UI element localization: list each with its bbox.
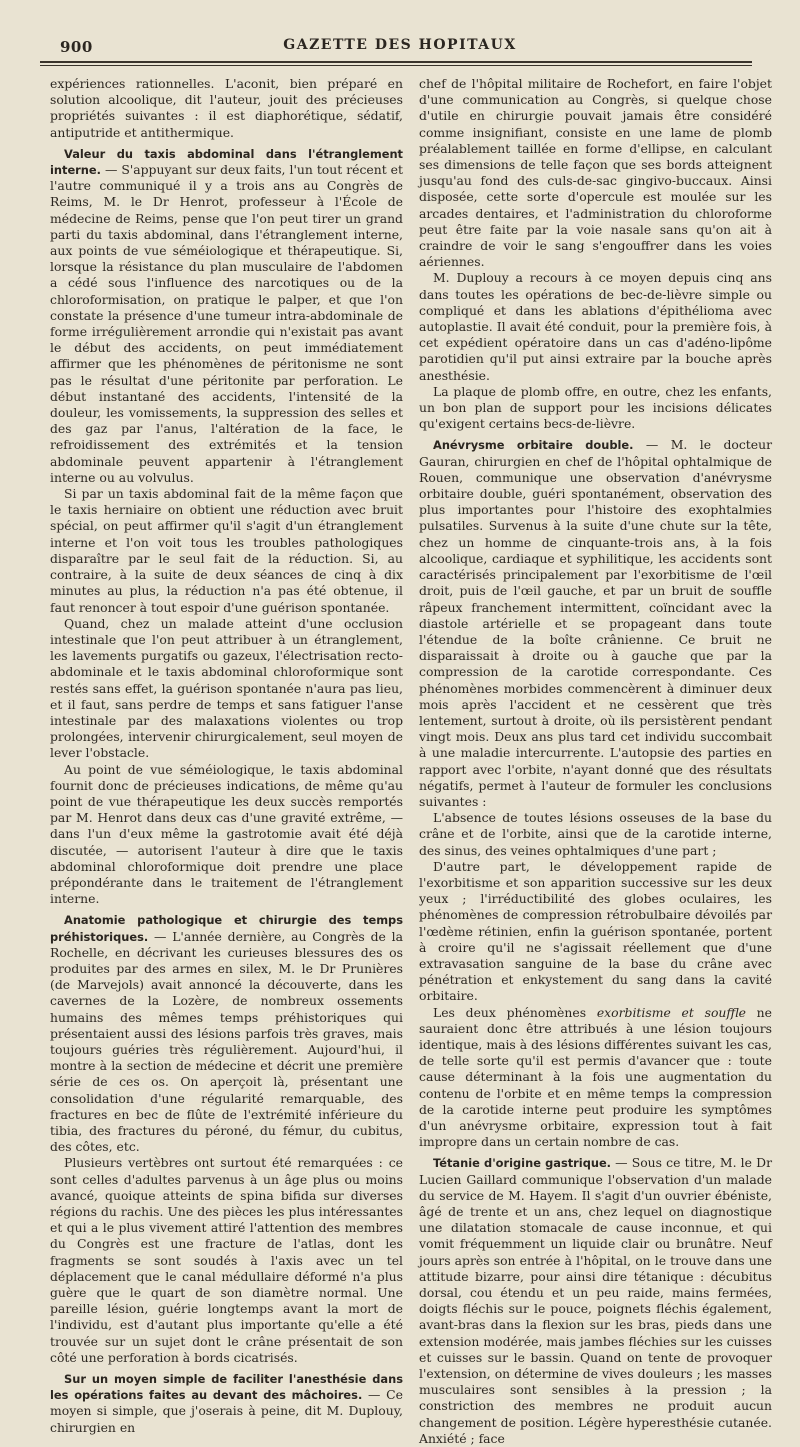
right-column [419, 76, 772, 1447]
paragraph: D'autre part, le développement rapide de l'exorbitisme et son apparition successive sur les deux yeux ; l'irréductibilité des globes oculaires, les phénomènes de compression rétrobulbaire dévoilés par l'œdème rétinien, enfin la guérison spontanée, portent à croire qu'il ne s'agissait réellement que d'une extravasation sanguine de la base du crâne avec pénétration et enkystement du sang dans la cavité orbitaire. [419, 858, 772, 1004]
text-run: Les deux phénomènes [433, 1004, 597, 1020]
paragraph: Si par un taxis abdominal fait de la même façon que le taxis herniaire on obtient une réduction avec bruit spécial, on peut affirmer qu'il s'agit d'un étranglement interne et l'on voit tous les troubles pathologiques disparaître par le seul fait de la réduction. Si, au contraire, à la suite de deux séances de cinq à dix minutes au plus, la réduction n'a pas été obtenue, il faut renoncer à tout espoir d'une guérison spontanée. [50, 486, 403, 615]
article-anatomie-pathologique [50, 912, 403, 1155]
paragraph: Quand, chez un malade atteint d'une occlusion intestinale que l'on peut attribuer à un étranglement, les lavements purgatifs ou gazeux, l'électrisation recto-abdominale et le taxis abdominal chloroformique sont restés sans effet, la guérison spontanée n'aura pas lieu, et il faut, sans perdre de temps et sans fatiguer l'anse intestinale par des malaxations violentes ou trop prolongées, intervenir chirurgicalement, seul moyen de lever l'obstacle. [50, 615, 403, 761]
article-text: — Sous ce titre, M. le Dr Lucien Gaillard communique l'observation d'un malade du service de M. Hayem. Il s'agit d'un ouvrier ébéniste, âgé de trente et un ans, chez lequel on diagnostique une dilatation stomacale de cause inconnue, et qui vomit fréquemment un liquide clair ou brunâtre. Neuf jours après son entrée à l'hôpital, on le trouve dans une attitude bizarre, pour ainsi dire tétanique : décubitus dorsal, cou étendu et un peu raide, mains fermées, doigts fléchis sur le pouce, poignets fléchis également, avant-bras dans la flexion sur les bras, pieds dans une extension modérée, mais jambes fléchies sur les cuisses et cuisses sur le bassin. Quand on tente de provoquer l'extension, on détermine de vives douleurs ; les masses musculaires sont sensibles à la pression ; la constriction des membres ne produit aucun changement de position. Légère hyperesthésie cutanée. Anxiété ; face [419, 1155, 772, 1446]
article-text: — M. le docteur Gauran, chirurgien en chef de l'hôpital ophtalmique de Rouen, communique une observation d'anévrysme orbitaire double, guéri spontanément, observation des plus importantes pour l'histoire des exophtalmies pulsatiles. Survenus à la suite d'une chute sur la tête, chez un homme de cinquante-trois ans, à la fois alcoolique, cardiaque et syphilitique, les accidents sont caractérisés principalement par l'exorbitisme de l'œil droit, puis de l'œil gauche, et par un bruit de souffle râpeux franchement intermittent, coïncidant avec la diastole artérielle et se propageant dans toute l'étendue de la boîte crânienne. Ce bruit ne disparaissait à droite ou à gauche que par la compression de la carotide correspondante. Ces phénomènes morbides commencèrent à diminuer deux mois après l'accident et ne cessèrent que très lentement, surtout à droite, où ils persistèrent pendant vingt mois. Deux ans plus tard cet individu succombait à une maladie intercurrente. L'autopsie des parties en rapport avec l'orbite, n'ayant donné que des résultats négatifs, permet à l'auteur de formuler les conclusions suivantes : [419, 437, 772, 809]
text-run: ne sauraient donc être attribués à une lésion toujours identique, mais à des lésions différentes suivant les cas, de telle sorte qu'il est permis d'avancer que : toute cause déterminant à la fois une augmentation du contenu de l'orbite et en même temps la compression de la carotide interne peut produire les symptômes d'un anévrysme orbitaire, expression tout à fait impropre dans un certain nombre de cas. [419, 1004, 772, 1150]
paragraph: La plaque de plomb offre, en outre, chez les enfants, un bon plan de support pour les incisions délicates qu'exigent certains becs-de-lièvre. [419, 383, 772, 432]
article-text: — Ce moyen si simple, que j'oserais à peine, dit M. Duplouy, chirurgien en [50, 1387, 403, 1435]
paragraph: Au point de vue séméiologique, le taxis abdominal fournit donc de précieuses indications, de même qu'au point de vue thérapeutique les deux succès remportés par M. Henrot dans deux cas d'une gravité extrême, — dans l'un d'eux même la gastrotomie avait été déjà discutée, — autorisent l'auteur à dire que le taxis abdominal chloroformique doit prendre une place prépondérante dans le traitement de l'étranglement interne. [50, 761, 403, 907]
page-header [40, 36, 760, 58]
italic-text: exorbitisme et souffle [596, 1004, 746, 1020]
article-anesthesie [50, 1371, 403, 1436]
article-text: — S'appuyant sur deux faits, l'un tout récent et l'autre communiqué il y a trois ans au Congrès de Reims, M. le Dr Henrot, professeur à l'École de médecine de Reims, pense que l'on peut tirer un grand parti du taxis abdominal, dans l'étranglement interne, aux points de vue séméiologique et thérapeutique. Si, lorsque la résistance du plan musculaire de l'abdomen a cédé sous l'influence des narcotiques ou de la chloroformisation, on pratique le palper, et que l'on constate la présence d'une tumeur intra-abdominale de forme irrégulièrement arrondie qui n'existait pas avant le début des accidents, on peut immédiatement affirmer que les phénomènes de péritonisme ne sont pas le résultat d'une péritonite par perforation. Le début instantané des accidents, l'intensité de la douleur, les vomissements, la suppression des selles et des gaz par l'anus, l'altération de la face, le refroidissement des extrémités et la tension abdominale peuvent appartenir à l'étranglement interne ou au volvulus. [50, 162, 403, 485]
header-rule-thin [40, 65, 752, 66]
article-text: — L'année dernière, au Congrès de la Rochelle, en décrivant les curieuses blessures des os produites par des armes en silex, M. le Dr Prunières (de Marvejols) avait annoncé la découverte, dans les cavernes de la Lozère, de nombreux ossements humains des mêmes temps préhistoriques qui présentaient aussi des lésions parfois très graves, mais toujours guéries très régulièrement. Aujourd'hui, il montre à la section de médecine et décrit une première série de ces os. On aperçoit là, présentant une consolidation d'une régularité remarquable, des fractures en bec de flûte de l'extrémité inférieure du tibia, des fractures du péroné, du fémur, du cubitus, des côtes, etc. [50, 928, 403, 1155]
article-heading: Valeur du taxis abdominal dans l'étranglement interne. [50, 146, 403, 178]
paragraph: Plusieurs vertèbres ont surtout été remarquées : ce sont celles d'adultes parvenus à un âge plus ou moins avancé, quoique atteints de spina bifida sur diverses régions du rachis. Une des pièces les plus intéressantes et qui a le plus vivement attiré l'attention des membres du Congrès est une fracture de l'atlas, dont les fragments se sont soudés à l'axis avec un tel déplacement que le canal médullaire déformé n'a plus guère que le quart de son diamètre normal. Une pareille lésion, guérie longtemps avant la mort de l'individu, est d'autant plus importante qu'elle a été trouvée sur un sujet dont le crâne présentait de son côté une perforation à bords cicatrisés. [50, 1155, 403, 1365]
header-rule-thick [40, 61, 752, 63]
paragraph: L'absence de toutes lésions osseuses de la base du crâne et de l'orbite, ainsi que de la carotide interne, des sinus, des veines ophtalmiques d'une part ; [419, 810, 772, 858]
article-anevrysme-orbitaire [419, 437, 772, 810]
article-heading: Anatomie pathologique et chirurgie des temps préhistoriques. [50, 913, 403, 944]
paragraph: expériences rationnelles. L'aconit, bien préparé en solution alcoolique, dit l'auteur, jouit des précieuses propriétés suivantes : il est diaphorétique, sédatif, antiputride et antithermique. [50, 76, 403, 140]
paragraph: chef de l'hôpital militaire de Rochefort, en faire l'objet d'une communication au Congrès, si quelque chose d'utile en chirurgie pouvait jamais être considéré comme insignifiant, consiste en une lame de plomb préalablement taillée en forme d'ellipse, en calculant ses dimensions de telle façon que ses bords atteignent jusqu'au fond des culs-de-sac gingivo-buccaux. Ainsi disposée, cette sorte d'opercule est moulée sur les arcades dentaires, et l'administration du chloroforme peut être faite par la voie nasale sans qu'on ait à craindre de voir le sang s'engouffrer dans les voies aériennes. [419, 76, 772, 270]
journal-title: GAZETTE DES HOPITAUX [283, 37, 517, 53]
article-tetanie [419, 1155, 772, 1447]
paragraph: M. Duplouy a recours à ce moyen depuis cinq ans dans toutes les opérations de bec-de-lièvre simple ou compliqué et dans les ablations d'épithélioma avec autoplastie. Il avait été conduit, pour la première fois, à cet expédient opératoire dans un cas d'adéno-lipôme parotidien qu'il put ainsi extraire par la bouche après anesthésie. [419, 270, 772, 383]
left-column [50, 76, 403, 1436]
paragraph [419, 1005, 772, 1151]
article-heading: Tétanie d'origine gastrique. [433, 1156, 612, 1171]
page-number: 900 [60, 38, 93, 56]
article-valeur-du-taxis [50, 146, 403, 486]
article-heading: Anévrysme orbitaire double. [433, 438, 634, 453]
article-heading: Sur un moyen simple de faciliter l'anesthésie dans les opérations faites au devant des mâchoires. [50, 1372, 403, 1403]
